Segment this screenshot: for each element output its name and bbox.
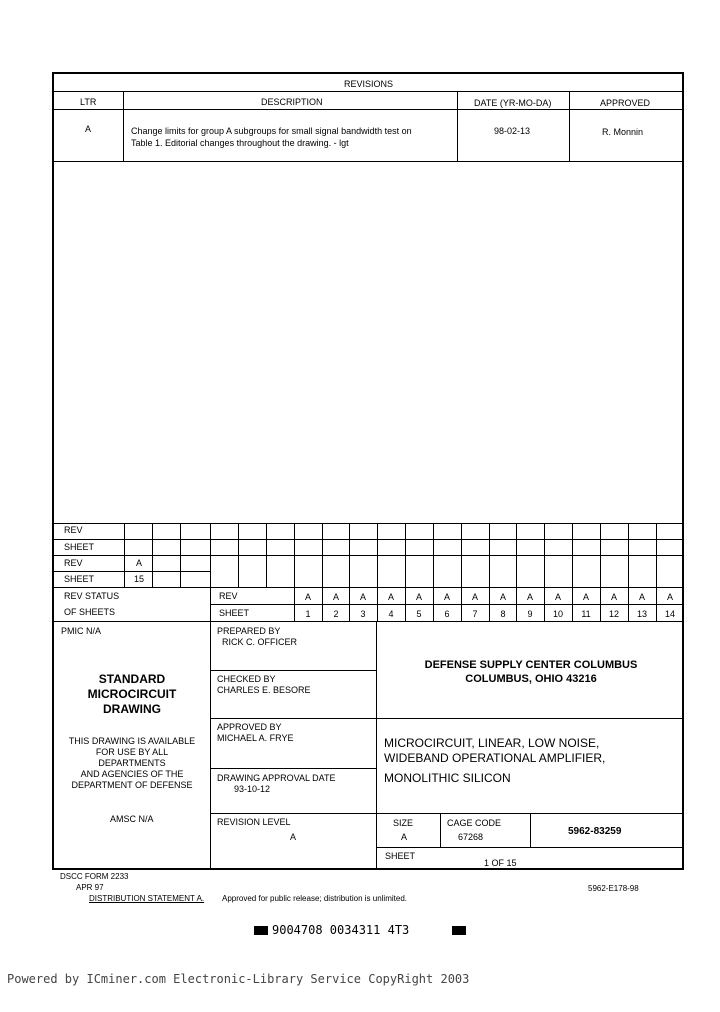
document-code: 5962-E178-98 [588, 884, 639, 893]
barcode-text: 9004708 0034311 4T3 [272, 923, 410, 937]
sheet-cell-1: 1 [305, 609, 311, 619]
grid-rule [238, 523, 239, 587]
approval-date-label: DRAWING APPROVAL DATE [217, 773, 336, 783]
grid-rule [544, 523, 545, 587]
prepared-name: RICK C. OFFICER [222, 637, 298, 647]
revision-level: A [290, 832, 297, 842]
grid-rule [572, 523, 573, 587]
sheet-cell-7: 7 [472, 609, 478, 619]
grid-rev-label-2: REV [64, 558, 83, 568]
barcode-mark-left [254, 926, 268, 935]
rev-cell-13: A [638, 592, 645, 602]
grid-sheet-label-2: SHEET [64, 574, 95, 584]
drawing-number: 5962-83259 [568, 826, 622, 837]
standard-title-1: STANDARD [98, 672, 166, 686]
rev-cell-14: A [666, 592, 673, 602]
rule [210, 670, 376, 671]
rule [54, 587, 684, 588]
rev-cell-3: A [359, 592, 366, 602]
rule [54, 161, 684, 162]
header-date: DATE (YR-MO-DA) [474, 98, 552, 108]
rule [54, 571, 210, 572]
agency-line-2: COLUMBUS, OHIO 43216 [465, 673, 597, 685]
rule [54, 523, 684, 524]
grid-rule [628, 523, 629, 587]
size-value: A [401, 832, 408, 842]
availability-1: THIS DRAWING IS AVAILABLE [68, 736, 196, 746]
availability-2: FOR USE BY ALL [95, 747, 169, 757]
grid-rev-label: REV [64, 525, 83, 535]
availability-5: DEPARTMENT OF DEFENSE [71, 780, 193, 790]
status-rev-label: REV [219, 591, 238, 601]
grid-rule [461, 523, 462, 587]
sheet-label: SHEET [385, 851, 416, 861]
amsc-label: AMSC N/A [110, 814, 154, 824]
grid-rule [180, 523, 181, 587]
grid-sheet-label: SHEET [64, 542, 95, 552]
approval-date: 93-10-12 [234, 784, 271, 794]
rev-cell-5: A [415, 592, 422, 602]
rule [530, 813, 531, 847]
sheet-cell-12: 12 [608, 609, 619, 619]
rule [54, 621, 684, 622]
rule [123, 91, 124, 161]
rule [210, 768, 376, 769]
revision-level-label: REVISION LEVEL [217, 817, 291, 827]
rev-row-desc-2: Table 1. Editorial changes throughout the drawing. - lgt [131, 138, 349, 148]
status-sheet-label: SHEET [219, 608, 250, 618]
approved-label: APPROVED BY [217, 722, 282, 732]
title-line-2: WIDEBAND OPERATIONAL AMPLIFIER, [384, 751, 606, 765]
sheet-cell-2: 2 [333, 609, 339, 619]
grid-rule [210, 523, 211, 587]
rule [210, 813, 684, 814]
header-ltr: LTR [80, 97, 97, 107]
rule [376, 621, 377, 870]
standard-title-3: DRAWING [103, 702, 161, 716]
rule [210, 718, 684, 719]
revisions-title: REVISIONS [344, 79, 394, 89]
prepared-label: PREPARED BY [217, 626, 281, 636]
sheet-cell-8: 8 [500, 609, 506, 619]
cage-value: 67268 [458, 832, 484, 842]
rule [457, 91, 458, 161]
grid-rule [600, 523, 601, 587]
rev-cell-8: A [499, 592, 506, 602]
rule [54, 91, 684, 92]
rule [54, 109, 684, 110]
barcode-mark-right [452, 926, 466, 935]
rule [210, 604, 684, 605]
grid-rule [489, 523, 490, 587]
grid-rule [433, 523, 434, 587]
rule [569, 91, 570, 161]
rev-status-label: REV STATUS [64, 591, 120, 601]
rev-cell-11: A [582, 592, 589, 602]
rev-cell-1: A [304, 592, 311, 602]
form-date: APR 97 [76, 883, 104, 892]
standard-title-2: MICROCIRCUIT [87, 687, 177, 701]
grid-rule [405, 523, 406, 587]
of-sheets-label: OF SHEETS [64, 607, 116, 617]
grid-rule [349, 523, 350, 587]
grid-rule [322, 523, 323, 587]
sheet-cell-4: 4 [388, 609, 394, 619]
rule [54, 539, 684, 540]
rev-row-date: 98-02-13 [494, 126, 531, 136]
rev-cell-6: A [443, 592, 450, 602]
rule [376, 847, 684, 848]
distribution-label: DISTRIBUTION STATEMENT A. [89, 894, 205, 903]
rev-row-approved: R. Monnin [602, 127, 644, 137]
rev-row-desc-1: Change limits for group A subgroups for small signal bandwidth test on [131, 126, 412, 136]
grid-rule [377, 523, 378, 587]
sheet-cell-9: 9 [527, 609, 533, 619]
agency-line-1: DEFENSE SUPPLY CENTER COLUMBUS [424, 659, 638, 671]
rev-cell-10: A [554, 592, 561, 602]
grid-rule [656, 523, 657, 587]
form-number: DSCC FORM 2233 [60, 872, 129, 881]
header-description: DESCRIPTION [261, 97, 323, 107]
grid-sheet-value: 15 [134, 574, 145, 584]
distribution-text: Approved for public release; distribution is unlimited. [222, 894, 407, 903]
header-approved: APPROVED [600, 98, 651, 108]
rev-cell-7: A [471, 592, 478, 602]
pmic-label: PMIC N/A [61, 626, 102, 636]
rev-cell-9: A [526, 592, 533, 602]
powered-by: Powered by ICminer.com Electronic-Library Service CopyRight 2003 [7, 972, 470, 986]
checked-name: CHARLES E. BESORE [217, 685, 311, 695]
rev-cell-4: A [387, 592, 394, 602]
rule [210, 587, 211, 870]
grid-rev-value: A [136, 558, 143, 568]
availability-4: AND AGENCIES OF THE [80, 769, 184, 779]
sheet-cell-14: 14 [664, 609, 675, 619]
rev-cell-12: A [610, 592, 617, 602]
rule [440, 813, 441, 847]
sheet-cell-5: 5 [416, 609, 422, 619]
rule [54, 555, 684, 556]
checked-label: CHECKED BY [217, 674, 276, 684]
title-line-1: MICROCIRCUIT, LINEAR, LOW NOISE, [384, 736, 600, 750]
availability-3: DEPARTMENTS [98, 758, 166, 768]
grid-rule [294, 523, 295, 587]
sheet-cell-11: 11 [581, 609, 591, 619]
sheet-of: 1 OF 15 [484, 858, 517, 868]
title-line-3: MONOLITHIC SILICON [384, 771, 511, 785]
rev-cell-2: A [332, 592, 339, 602]
size-label: SIZE [393, 818, 414, 828]
sheet-cell-3: 3 [360, 609, 366, 619]
grid-rule [266, 523, 267, 587]
sheet-cell-6: 6 [444, 609, 450, 619]
approved-name: MICHAEL A. FRYE [217, 733, 294, 743]
cage-label: CAGE CODE [447, 818, 502, 828]
grid-rule [516, 523, 517, 587]
rev-row-ltr: A [85, 124, 92, 134]
grid-rule [124, 523, 125, 587]
sheet-cell-10: 10 [552, 609, 563, 619]
sheet-cell-13: 13 [636, 609, 647, 619]
grid-rule [152, 523, 153, 587]
